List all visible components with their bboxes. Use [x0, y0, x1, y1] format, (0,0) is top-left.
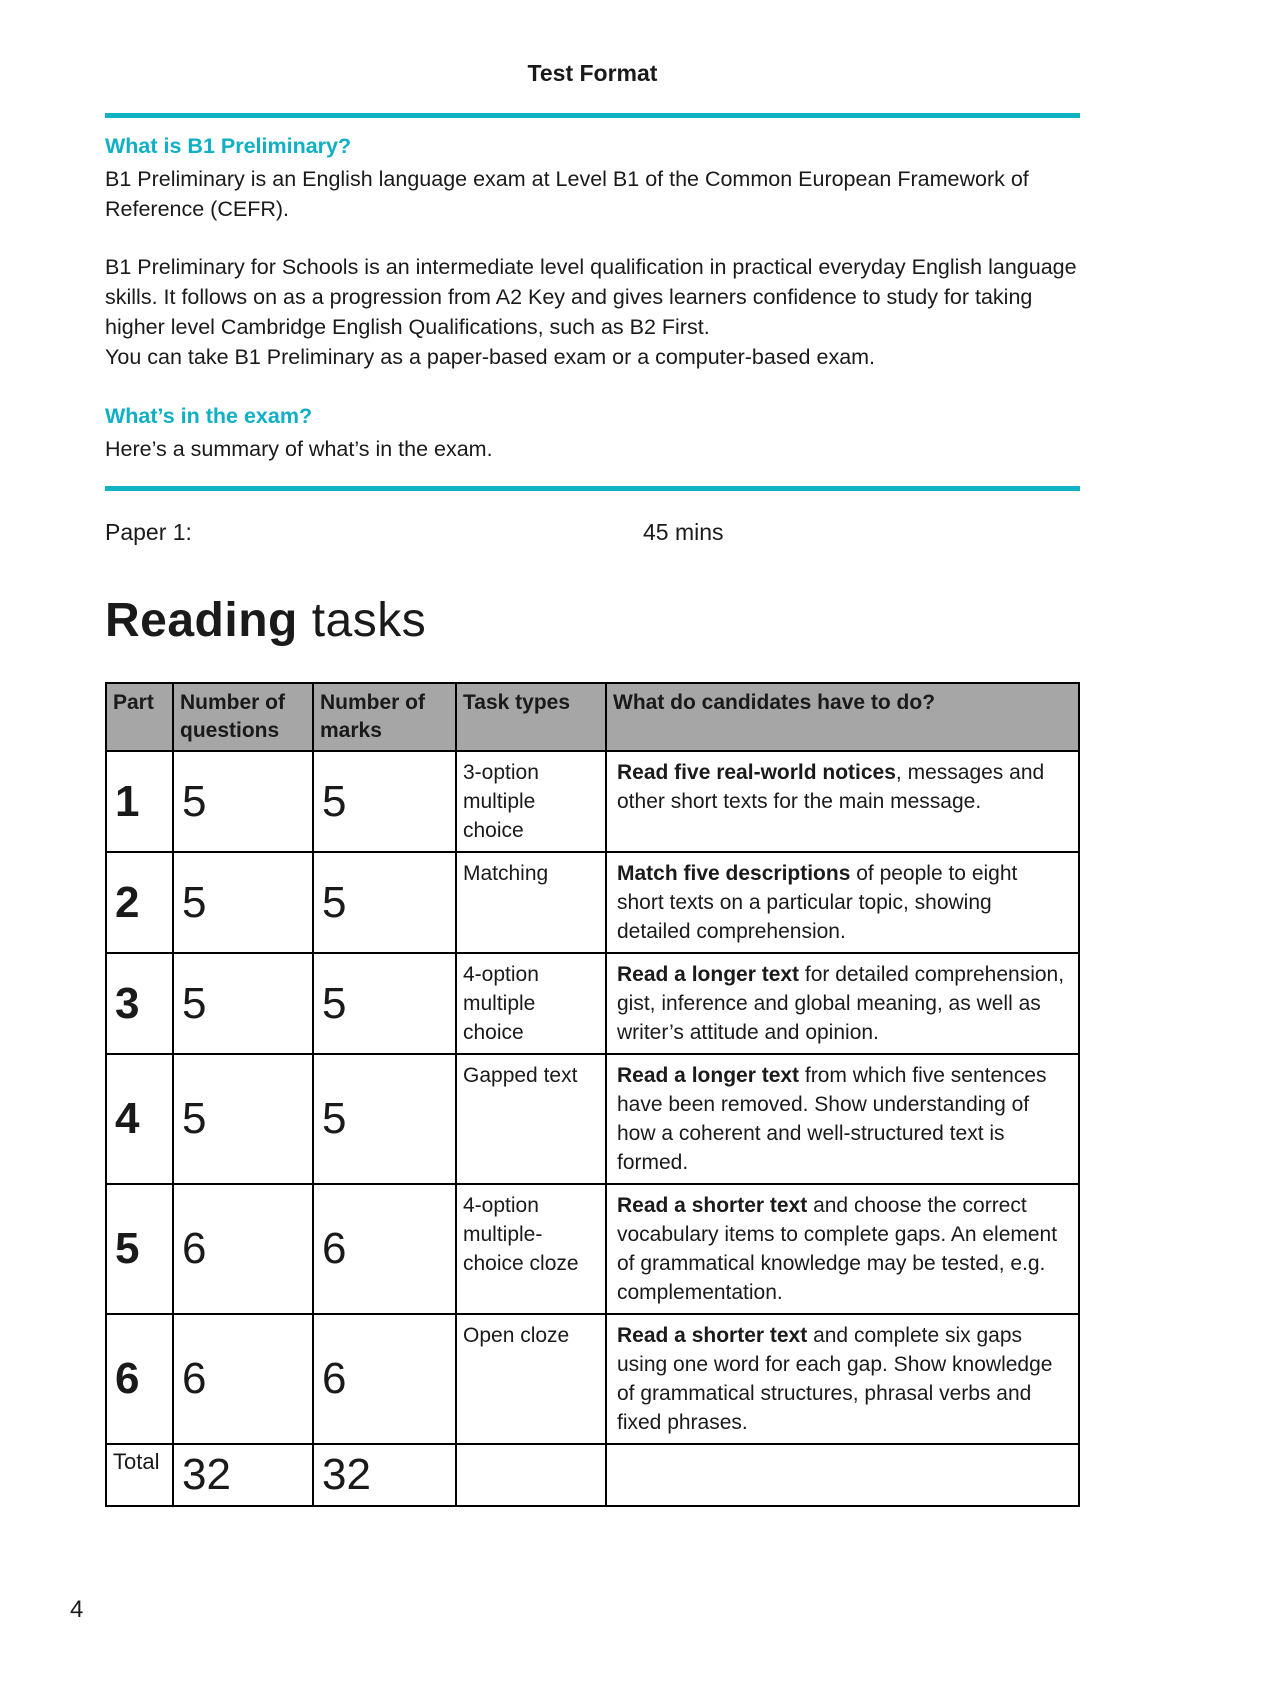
task-description-bold: Match five descriptions — [617, 862, 851, 885]
part-number: 1 — [106, 751, 173, 852]
reading-tasks-title — [105, 593, 1080, 648]
reading-title-rest: tasks — [297, 594, 427, 647]
task-description-bold: Read a shorter text — [617, 1324, 808, 1347]
questions-count: 5 — [173, 1054, 313, 1184]
table-row-part-3 — [106, 953, 1079, 1054]
col-header-marks: Number of marks — [313, 683, 456, 751]
reading-title-bold: Reading — [105, 594, 298, 647]
page-number: 4 — [70, 1596, 84, 1623]
col-header-questions: Number of questions — [173, 683, 313, 751]
task-description-rest: , messages and other short texts for the main message. — [617, 761, 1045, 813]
task-description — [606, 751, 1079, 852]
marks-count: 5 — [313, 1054, 456, 1184]
questions-count: 5 — [173, 852, 313, 953]
task-description — [606, 1054, 1079, 1184]
paper-label: Paper 1: — [105, 519, 192, 545]
table-row-part-1 — [106, 751, 1079, 852]
divider-middle — [105, 486, 1080, 491]
section-heading-what-is: What is B1 Preliminary? — [105, 134, 352, 158]
part-number: 3 — [106, 953, 173, 1054]
table-row-part-2 — [106, 852, 1079, 953]
intro-paragraph-1: B1 Preliminary is an English language exam at Level B1 of the Common European Framework of Reference (CEFR). — [105, 167, 1029, 221]
reading-tasks-table — [105, 682, 1080, 1507]
task-description-bold: Read five real-world notices — [617, 761, 896, 784]
total-label: Total — [106, 1444, 173, 1506]
task-type: 3-option multiple choice — [456, 751, 606, 852]
table-row-part-5 — [106, 1184, 1079, 1314]
total-empty-description — [606, 1444, 1079, 1506]
total-questions: 32 — [173, 1444, 313, 1506]
part-number: 5 — [106, 1184, 173, 1314]
section-heading-exam: What’s in the exam? — [105, 404, 313, 428]
questions-count: 5 — [173, 751, 313, 852]
table-total-row — [106, 1444, 1079, 1506]
total-marks: 32 — [313, 1444, 456, 1506]
task-description-rest: of people to eight short texts on a particular topic, showing detailed comprehension. — [617, 862, 1018, 943]
task-type: Gapped text — [456, 1054, 606, 1184]
paper-duration: 45 mins — [643, 519, 724, 545]
divider-top — [105, 113, 1080, 118]
task-type: 4-option multiple choice — [456, 953, 606, 1054]
questions-count: 6 — [173, 1184, 313, 1314]
exam-summary-text: Here’s a summary of what’s in the exam. — [105, 437, 493, 461]
marks-count: 6 — [313, 1184, 456, 1314]
task-description — [606, 1314, 1079, 1444]
task-description-bold: Read a shorter text — [617, 1194, 808, 1217]
task-type: 4-option multiple- choice cloze — [456, 1184, 606, 1314]
marks-count: 5 — [313, 852, 456, 953]
task-description-bold: Read a longer text — [617, 963, 800, 986]
part-number: 4 — [106, 1054, 173, 1184]
section-whats-in-exam — [105, 404, 1080, 464]
page-title: Test Format — [527, 60, 658, 86]
questions-count: 6 — [173, 1314, 313, 1444]
paper-info-row — [105, 519, 1080, 549]
intro-paragraph-2: B1 Preliminary for Schools is an intermediate level qualification in practical everyday English language skills. It follows on as a progression from A2 Key and gives learners confidence to study for taking higher level Cambridge English Qualifications, such as B2 First. — [105, 255, 1077, 339]
table-row-part-4 — [106, 1054, 1079, 1184]
part-number: 2 — [106, 852, 173, 953]
table-row-part-6 — [106, 1314, 1079, 1444]
intro-paragraph-3: You can take B1 Preliminary as a paper-based exam or a computer-based exam. — [105, 345, 876, 369]
task-description — [606, 852, 1079, 953]
task-type: Open cloze — [456, 1314, 606, 1444]
col-header-part: Part — [106, 683, 173, 751]
task-description — [606, 1184, 1079, 1314]
col-header-candidates: What do candidates have to do? — [606, 683, 1079, 751]
col-header-task-types: Task types — [456, 683, 606, 751]
part-number: 6 — [106, 1314, 173, 1444]
task-type: Matching — [456, 852, 606, 953]
task-description — [606, 953, 1079, 1054]
section-what-is — [105, 134, 1080, 372]
questions-count: 5 — [173, 953, 313, 1054]
task-description-rest: for detailed comprehension, gist, inference and global meaning, as well as writer’s attitude and opinion. — [617, 963, 1065, 1044]
marks-count: 5 — [313, 751, 456, 852]
table-header-row — [106, 683, 1079, 751]
marks-count: 5 — [313, 953, 456, 1054]
task-description-rest: and complete six gaps using one word for each gap. Show knowledge of grammatical structures, phrasal verbs and fixed phrases. — [617, 1324, 1053, 1434]
task-description-rest: from which five sentences have been removed. Show understanding of how a coherent and well-structured text is formed. — [617, 1064, 1047, 1174]
task-description-bold: Read a longer text — [617, 1064, 800, 1087]
total-empty-task — [456, 1444, 606, 1506]
task-description-rest: and choose the correct vocabulary items to complete gaps. An element of grammatical knowledge may be tested, e.g. complementation. — [617, 1194, 1058, 1304]
marks-count: 6 — [313, 1314, 456, 1444]
